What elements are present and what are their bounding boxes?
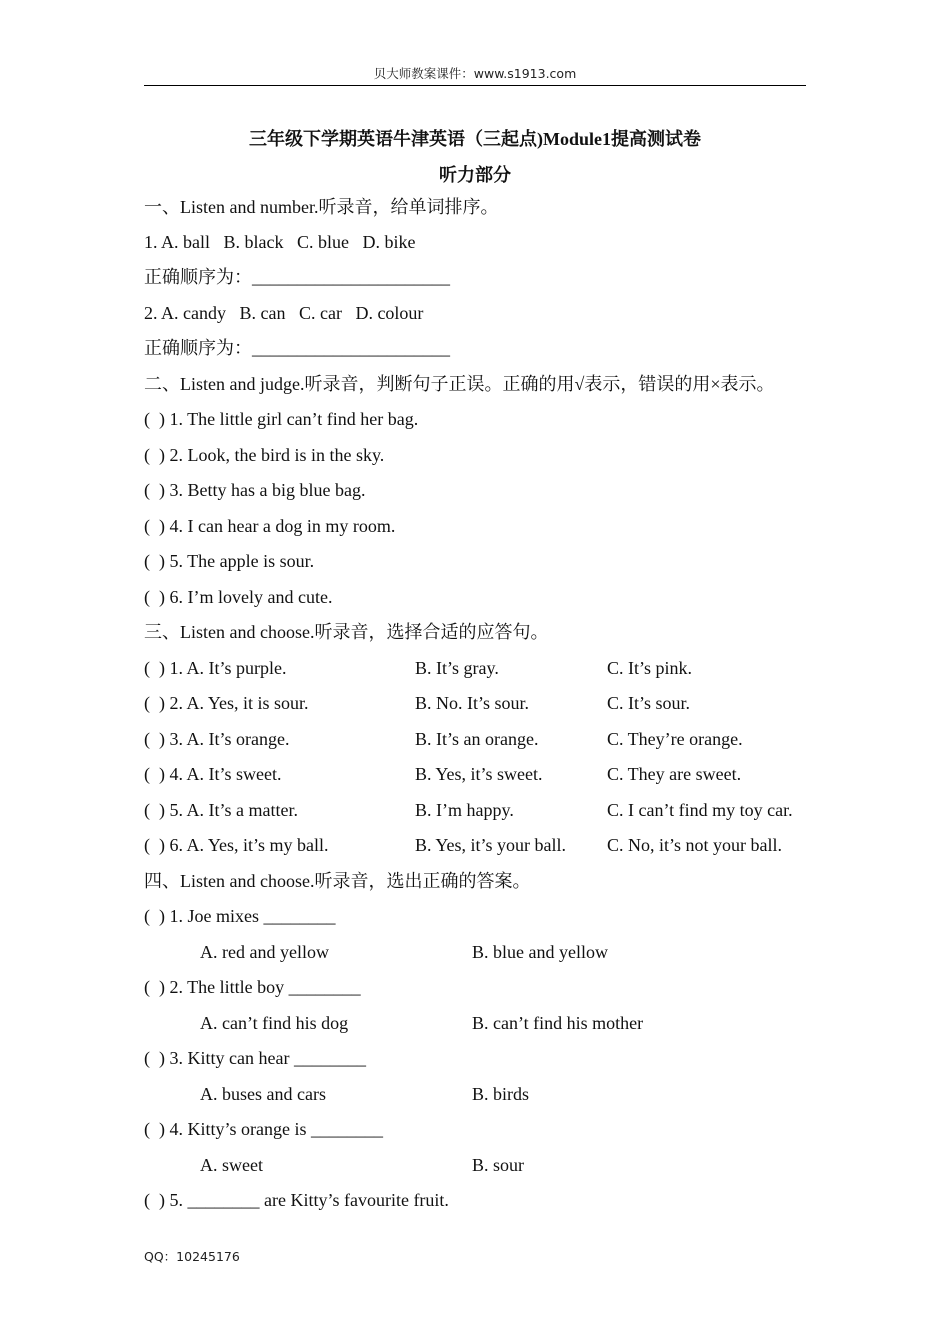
choice-option-b: B. Yes, it’s your ball. (415, 835, 567, 855)
choice-option-c: C. I can’t find my toy car. (607, 800, 793, 820)
fill-question: ( ) 5. ________ are Kitty’s favourite fruit. (144, 1190, 449, 1210)
choice-option-b: B. I’m happy. (415, 800, 514, 820)
answer-option-b: B. sour (472, 1155, 525, 1175)
judge-item: ( ) 6. I’m lovely and cute. (144, 587, 333, 607)
choice-option-b: B. Yes, it’s sweet. (415, 764, 543, 784)
judge-item: ( ) 2. Look, the bird is in the sky. (144, 445, 385, 465)
choice-option-b: B. It’s an orange. (415, 729, 539, 749)
section1-answer-line-1[interactable]: 正确顺序为：______________________ (144, 267, 450, 287)
section4-heading: 四、Listen and choose.听录音，选出正确的答案。 (144, 871, 531, 891)
fill-question: ( ) 2. The little boy ________ (144, 977, 361, 997)
choice-option-a: ( ) 5. A. It’s a matter. (144, 800, 298, 820)
section-title-listening: 听力部分 (439, 165, 511, 185)
judge-item: ( ) 5. The apple is sour. (144, 551, 315, 571)
section3-heading: 三、Listen and choose.听录音，选择合适的应答句。 (144, 622, 549, 642)
section1-question-1: 1. A. ball B. black C. blue D. bike (144, 232, 416, 252)
choice-option-a: ( ) 1. A. It’s purple. (144, 658, 287, 678)
choice-option-a: ( ) 2. A. Yes, it is sour. (144, 693, 309, 713)
section2-heading: 二、Listen and judge.听录音，判断句子正误。正确的用√表示，错误的用×表示。 (144, 374, 775, 394)
judge-item: ( ) 4. I can hear a dog in my room. (144, 516, 396, 536)
section1-question-2: 2. A. candy B. can C. car D. colour (144, 303, 424, 323)
section1-answer-line-2[interactable]: 正确顺序为：______________________ (144, 338, 450, 358)
page-title: 三年级下学期英语牛津英语（三起点)Module1提高测试卷 (249, 129, 701, 149)
choice-option-b: B. It’s gray. (415, 658, 499, 678)
choice-option-a: ( ) 6. A. Yes, it’s my ball. (144, 835, 329, 855)
header-divider (144, 85, 806, 86)
fill-question: ( ) 3. Kitty can hear ________ (144, 1048, 366, 1068)
judge-item: ( ) 1. The little girl can’t find her bag. (144, 409, 419, 429)
judge-item: ( ) 3. Betty has a big blue bag. (144, 480, 366, 500)
choice-option-c: C. They’re orange. (607, 729, 743, 749)
choice-option-b: B. No. It’s sour. (415, 693, 530, 713)
choice-option-c: C. No, it’s not your ball. (607, 835, 782, 855)
answer-option-b: B. blue and yellow (472, 942, 608, 962)
section1-heading: 一、Listen and number.听录音，给单词排序。 (144, 197, 499, 217)
choice-option-c: C. It’s sour. (607, 693, 691, 713)
choice-option-c: C. They are sweet. (607, 764, 742, 784)
page-header: 贝大师教案课件：www.s1913.com (373, 66, 577, 81)
answer-option-a: A. red and yellow (200, 942, 329, 962)
page-footer: QQ：10245176 (144, 1249, 240, 1264)
answer-option-b: B. birds (472, 1084, 530, 1104)
choice-option-c: C. It’s pink. (607, 658, 693, 678)
choice-option-a: ( ) 4. A. It’s sweet. (144, 764, 282, 784)
fill-question: ( ) 4. Kitty’s orange is ________ (144, 1119, 383, 1139)
answer-option-a: A. can’t find his dog (200, 1013, 349, 1033)
answer-option-a: A. sweet (200, 1155, 263, 1175)
answer-option-a: A. buses and cars (200, 1084, 326, 1104)
fill-question: ( ) 1. Joe mixes ________ (144, 906, 336, 926)
choice-option-a: ( ) 3. A. It’s orange. (144, 729, 290, 749)
answer-option-b: B. can’t find his mother (472, 1013, 644, 1033)
